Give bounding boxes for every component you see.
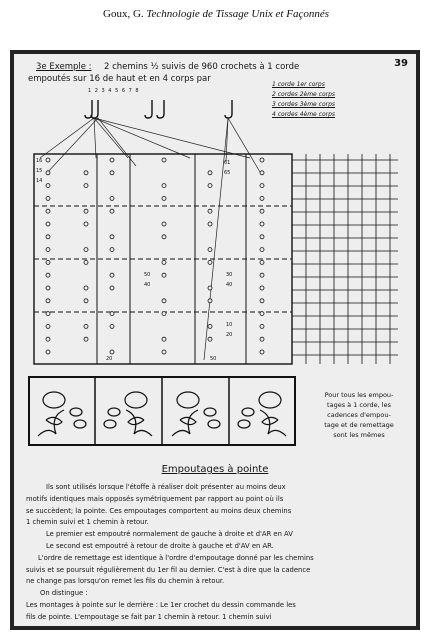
paragraph-line-4: 1 chemin suivi et 1 chemin à retour. [26,518,149,527]
grid-num-tr-1: 61 [224,160,231,166]
exemple-line-2: empoutés sur 16 de haut et en 4 corps par [28,74,211,84]
heddle-eye [208,248,212,252]
heddle-eye [46,158,50,162]
grid-num-tl-3: 14 [36,178,43,184]
heddle-eye [110,286,114,290]
heddle-eye [208,286,212,290]
section-title: Empoutages à pointe [161,464,269,475]
heddle-eye [162,184,166,188]
grid-num-tl-2: 15 [36,168,43,174]
heddle-eye [110,248,114,252]
heddle-eye [46,312,50,316]
side-note-line-5: sont les mêmes [333,431,385,439]
grid-numbers [36,158,232,362]
heddle-eye [162,299,166,303]
heddle-eye [260,158,264,162]
heddle-eye [260,248,264,252]
grid-num-mr-2: 40 [226,282,233,288]
paragraph-line-2: motifs identiques mais opposés symétriquement par rapport au point où ils [26,494,284,503]
floral-motif-strip [28,376,296,446]
heddle-eye [162,260,166,264]
heddle-eye [46,286,50,290]
heddle-eye [110,324,114,328]
legend-corps-1: 1 corde 1er corps [272,81,325,88]
grid-num-lr-2: 20 [226,332,233,338]
heddle-eye [110,350,114,354]
paragraph-line-11: Les montages à pointe sur le derrière : Le 1er crochet du dessin commande les [26,600,296,609]
right-warp-grid [292,154,398,364]
flower-motif-4 [238,392,286,436]
paragraph-line-5: Le premier est empoutré normalement de gauche à droite et d'AR en AV [46,530,293,539]
legend-corps-4: 4 cordes 4ème corps [272,111,336,118]
heddle-eye [110,171,114,175]
grid-num-b-1: 20 [106,356,113,362]
harness-diagram [14,54,416,384]
heddle-eye [46,209,50,213]
paragraph-line-10: On distingue : [40,589,88,598]
heddle-eye [260,337,264,341]
grid-num-tl-1: 16 [36,158,43,164]
heddle-eye [260,196,264,200]
heddle-eye [84,324,88,328]
heddle-eye [260,222,264,226]
paragraph-line-8: suivis et se poursuit régulièrement du 1er fil au dernier. C'est à dire que la cadence [26,565,311,574]
heddle-eye [110,196,114,200]
side-note-line-3: cadences d'empou- [327,411,391,419]
heddle-eye [46,222,50,226]
heddle-eye [260,273,264,277]
heddle-eye [208,222,212,226]
heddle-eye [260,171,264,175]
heddle-eye [46,260,50,264]
page-number: 39 [394,58,408,69]
grid-num-ml-2: 40 [144,282,151,288]
heddle-eye [84,209,88,213]
heddle-eye [110,273,114,277]
grid-num-mr-1: 30 [226,272,233,278]
heddle-eye [110,235,114,239]
heddle-eye [260,260,264,264]
grid-num-ml-1: 50 [144,272,151,278]
heddle-eye [162,196,166,200]
heddle-eye [46,299,50,303]
heddle-eye [260,184,264,188]
grid-num-tr-2: 65 [224,170,231,176]
heddle-eye [84,184,88,188]
heddle-eye [260,235,264,239]
heddle-eye [84,337,88,341]
header-title: Technologie de Tissage Unix et Façonnés [146,8,329,20]
heddle-eye [46,196,50,200]
heddle-eye [260,324,264,328]
heddle-eye [162,273,166,277]
heddle-eye [84,222,88,226]
heddle-eye [208,184,212,188]
heddle-eye [46,350,50,354]
paragraph-line-12: fils de pointe. L'empoutage se fait par 1 chemin à retour. 1 chemin suivi [26,612,272,621]
exemple-label: 3e Exemple : [36,62,92,72]
flower-motif-2 [104,392,152,436]
page-header [0,8,432,20]
hooks [85,100,232,118]
heddle-eye [46,324,50,328]
heddle-eye [162,337,166,341]
plate-paper [14,54,416,626]
heddle-eye [162,350,166,354]
heddle-eye [84,286,88,290]
heddle-eye [84,248,88,252]
heddle-eye [84,260,88,264]
heddle-eye [208,209,212,213]
paragraph-line-1: Ils sont utilisés lorsque l'étoffe à réaliser doit présenter au moins deux [46,483,286,491]
paragraph-line-7: L'ordre de remettage est identique à l'ordre d'empoutage donné par les chemins [38,553,314,562]
heddle-eye [84,171,88,175]
heddle-eye [110,209,114,213]
heddle-eye [260,286,264,290]
heddle-eye [208,337,212,341]
heddle-eye [46,235,50,239]
scanned-plate [10,50,420,630]
paragraph-line-3: se succèdent; la pointe. Ces empoutages comportent au moins deux chemins [26,506,292,515]
flower-motif-1 [38,392,86,436]
heddle-eye [46,273,50,277]
heddle-eye [260,209,264,213]
side-note-line-2: tages à 1 corde, les [327,401,391,409]
legend-corps-2: 2 cordes 2ème corps [272,91,336,98]
flower-motif-3 [172,392,220,436]
heddle-eye [162,235,166,239]
exemple-line-1: 2 chemins ½ suivis de 960 crochets à 1 corde [104,62,300,72]
heddle-eye [260,350,264,354]
grid-num-lr-1: 10 [226,322,233,328]
heddle-eye [162,222,166,226]
side-note-line-1: Pour tous les empou- [324,391,394,399]
heddle-eye [162,158,166,162]
legend-corps-3: 3 cordes 3ème corps [272,101,336,108]
heddle-eye [46,184,50,188]
grid-num-b-2: 50 [210,356,217,362]
side-note-line-4: tage et de remettage [324,421,394,429]
heddle-eye [208,299,212,303]
hook-numbers: 1 2 3 4 5 6 7 8 [88,88,140,94]
heddle-eye [46,171,50,175]
side-note [306,390,412,440]
heddle-eye [46,248,50,252]
paragraph-line-6: Le second est empoutré à retour de droite à gauche et d'AV en AR. [46,541,274,550]
heddle-eye [260,299,264,303]
heddle-eye [110,158,114,162]
heddle-eye [162,312,166,316]
header-author: Goux, G. [103,8,144,20]
paragraph-line-9: ne change pas lorsqu'on remet les fils du chemin à retour. [26,577,225,586]
heddle-eye [208,324,212,328]
heddle-eye [46,337,50,341]
body-text [26,482,410,624]
heddle-eye [110,312,114,316]
heddle-eye [208,260,212,264]
heddle-eye [84,299,88,303]
heddle-eye [260,312,264,316]
heddle-eye [208,171,212,175]
